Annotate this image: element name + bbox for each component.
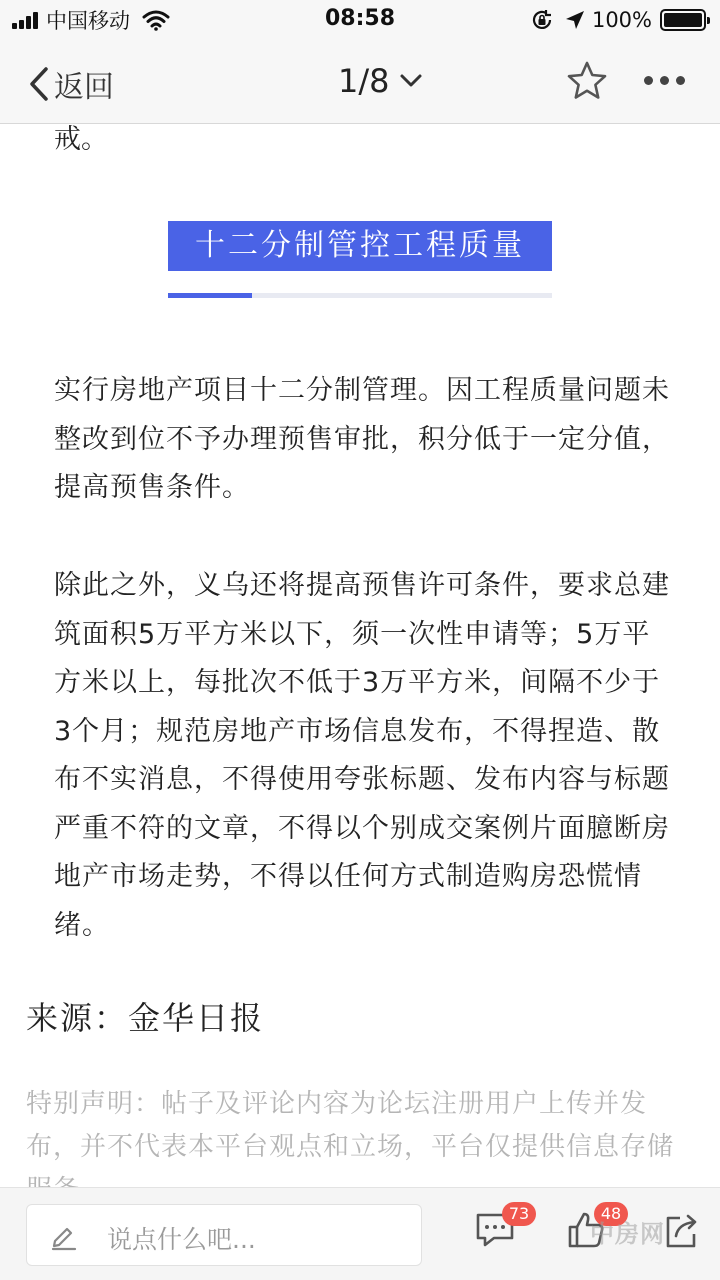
- bottom-action-bar: [0, 1187, 720, 1280]
- banner-progress-bar: [168, 293, 252, 298]
- star-icon[interactable]: [566, 60, 608, 102]
- comment-count-badge: 73: [502, 1202, 536, 1226]
- page-selector[interactable]: [338, 62, 422, 100]
- top-nav-bar: [0, 40, 720, 124]
- comments-button[interactable]: [474, 1204, 530, 1254]
- orientation-lock-icon: [530, 8, 554, 32]
- disclaimer-text: 特别声明：帖子及评论内容为论坛注册用户上传并发布，并不代表本平台观点和立场，平台仅提供信息存储: [26, 1089, 675, 1162]
- watermark-logo: 中房网: [590, 1220, 665, 1248]
- back-button[interactable]: [28, 62, 114, 106]
- page-indicator: 1/8: [338, 62, 390, 100]
- pencil-icon: [49, 1221, 79, 1251]
- comment-placeholder: 说点什么吧...: [107, 1225, 256, 1254]
- status-time: 08:58: [324, 6, 396, 31]
- back-label: 返回: [54, 70, 114, 105]
- chevron-down-icon: [400, 74, 422, 88]
- continued-text: 戒。: [54, 124, 108, 155]
- status-bar: [0, 0, 720, 40]
- banner-progress-track: [168, 293, 552, 298]
- section-banner: 十二分制管控工程质量: [168, 221, 552, 271]
- share-icon: [664, 1210, 700, 1250]
- article-content: [0, 125, 720, 1187]
- article-source: 来源：金华日报: [26, 999, 265, 1037]
- carrier-name: 中国移动: [46, 9, 130, 33]
- article-paragraph: 实行房地产项目十二分制管理。因工程质量问题未整改到位不予办理预售审批，积分低于一定分值，提高预售条件。: [54, 375, 670, 503]
- back-chevron-icon: [28, 66, 50, 102]
- location-arrow-icon: [564, 9, 586, 31]
- share-button[interactable]: [664, 1210, 700, 1254]
- status-right: [530, 7, 706, 33]
- more-dots-icon[interactable]: [644, 76, 692, 85]
- article-paragraph: 除此之外，义乌还将提高预售许可条件，要求总建筑面积5万平方米以下，须一次性申请等；5万平方米以上，每批次不低于3万平方米，间隔不少于3个月；规范房地产市场信息发布，不得捏造、散布不实消息，不得使用夸张标题、发布内容与标题严重不符的文章，不得以个别成交案例片面臆断房地产市场走势，不得以任何方式制造购房恐慌情绪。: [54, 570, 670, 941]
- like-count-badge: 48: [594, 1202, 628, 1226]
- battery-icon: [660, 9, 706, 31]
- battery-percent: 100%: [591, 8, 652, 32]
- comment-input[interactable]: [26, 1204, 422, 1266]
